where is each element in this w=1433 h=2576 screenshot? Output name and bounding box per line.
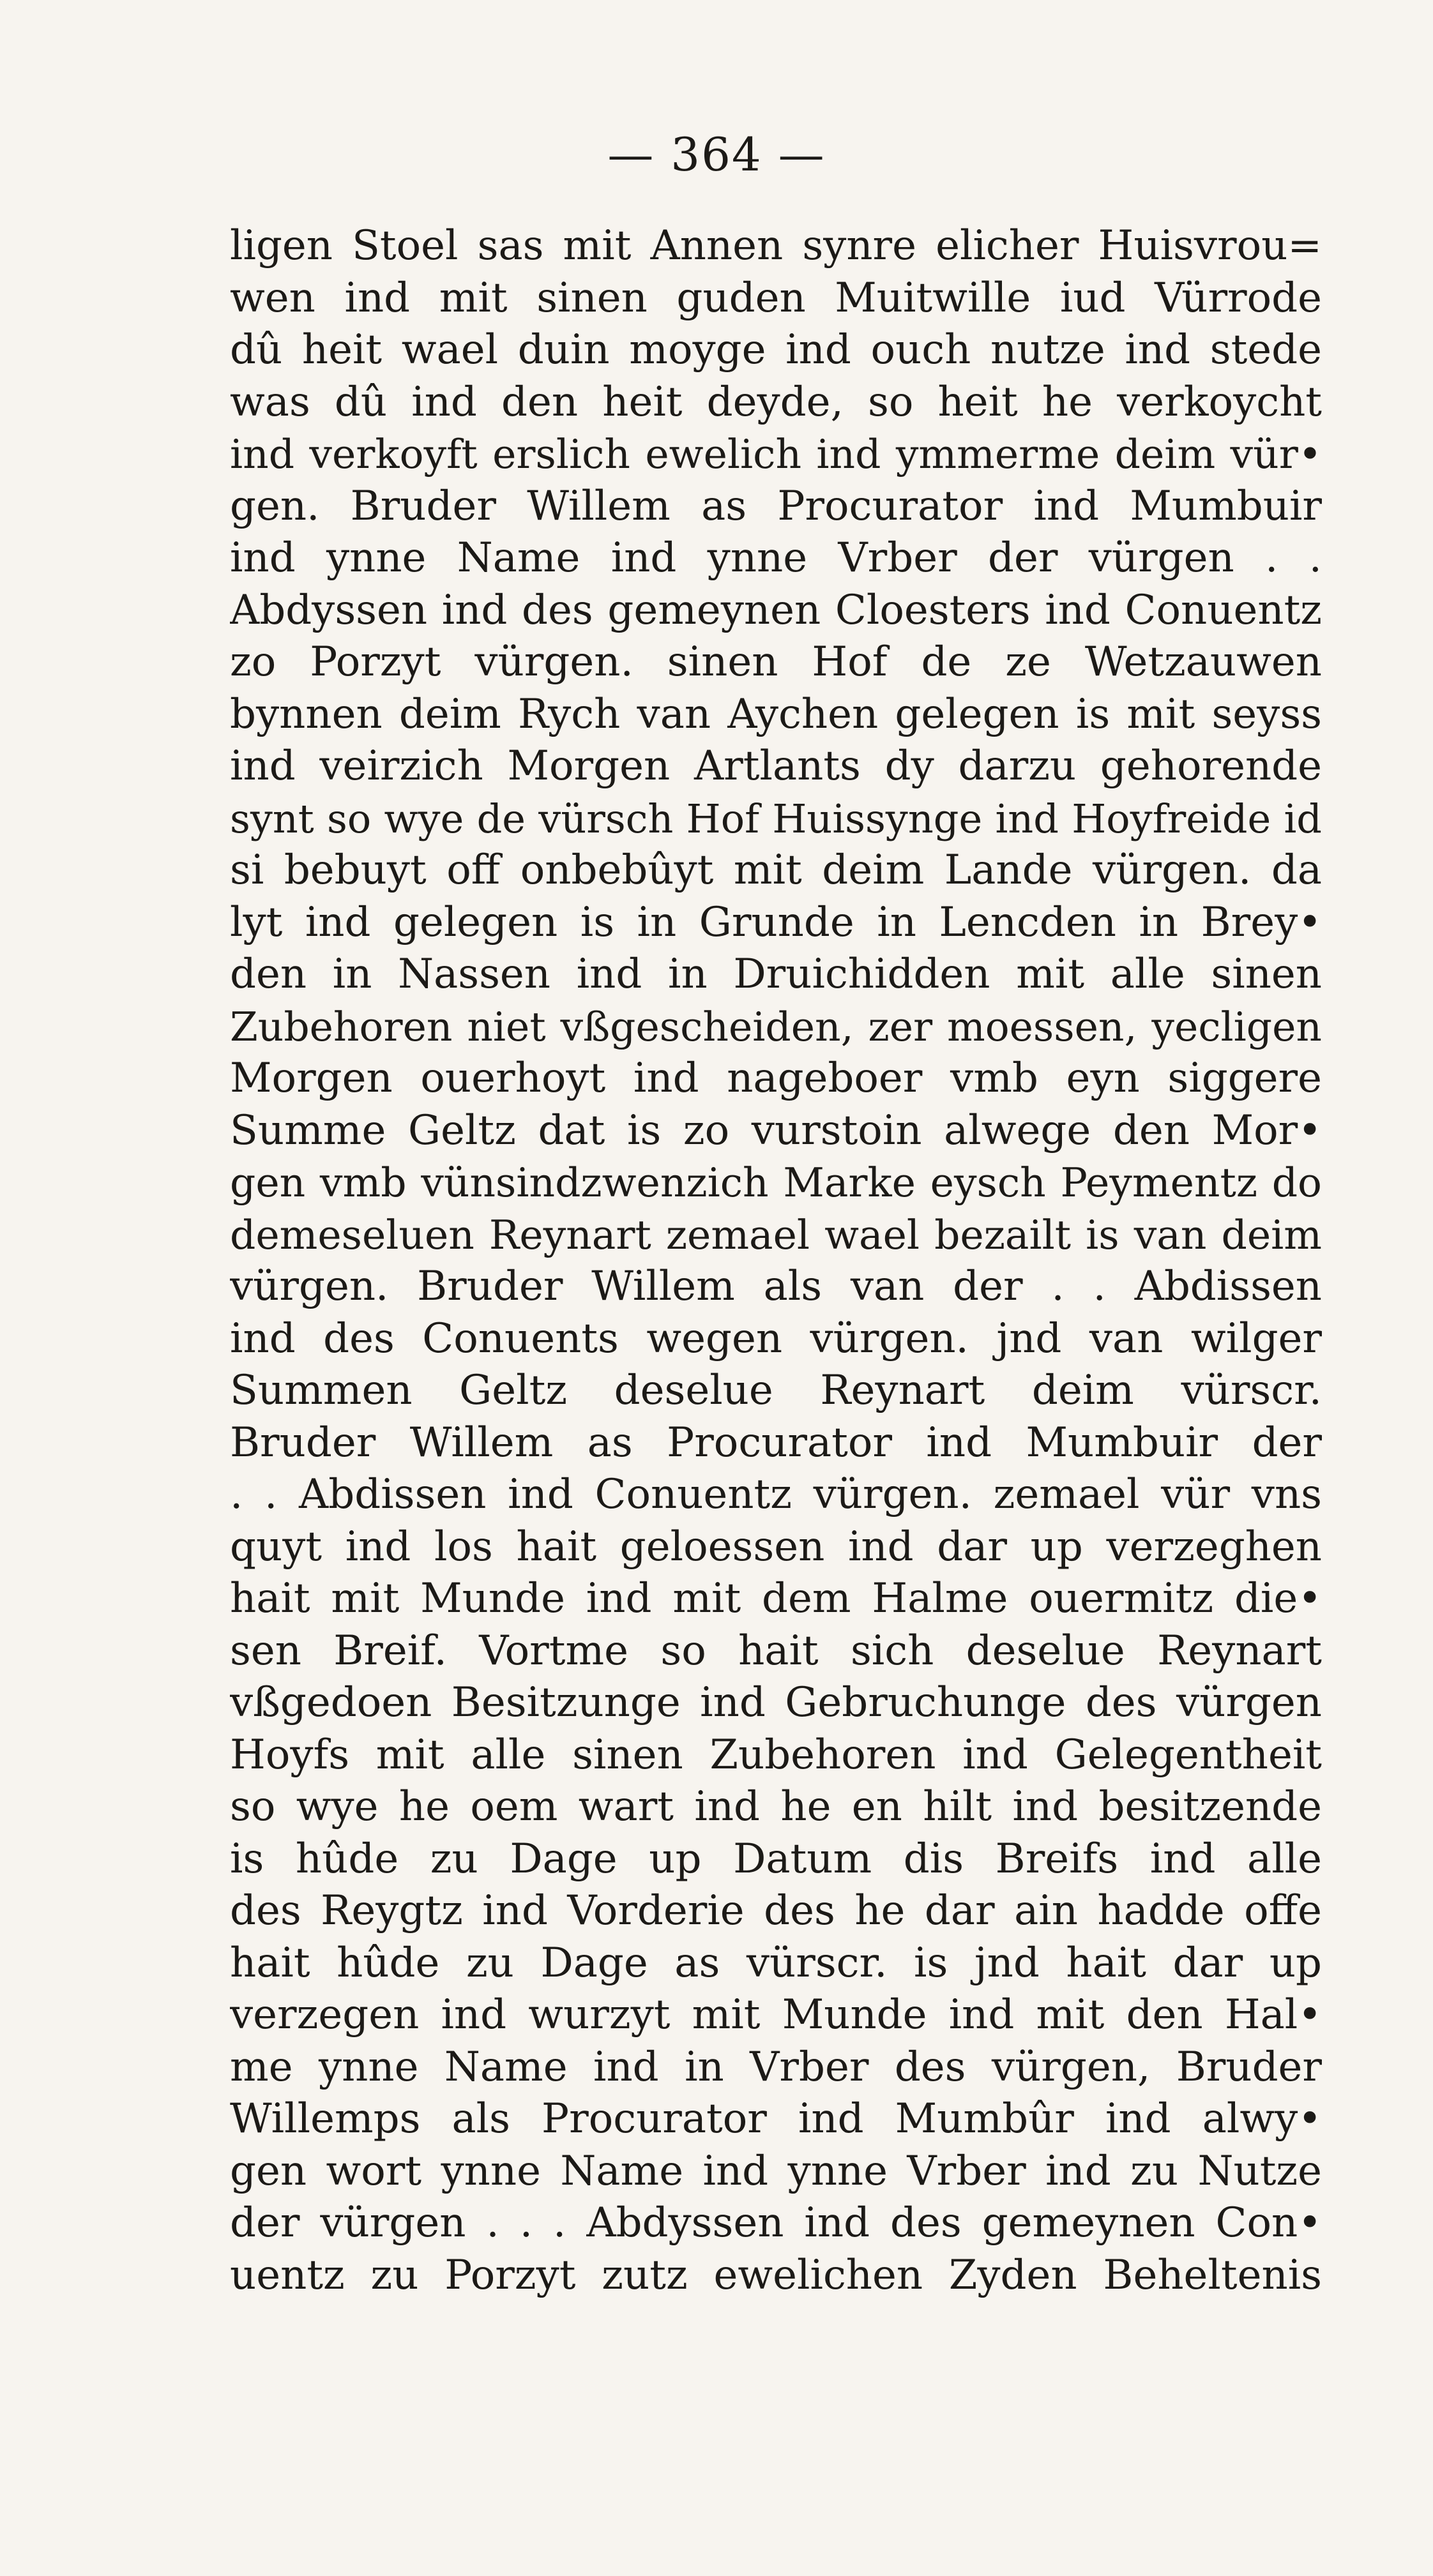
text-line: den in Nassen ind in Druichidden mit alle sinen bbox=[230, 951, 1322, 998]
text-line: ind ynne Name ind ynne Vrber der vürgen . . bbox=[230, 534, 1322, 582]
text-line: Zubehoren niet vßgescheiden, zer moessen, yecligen bbox=[230, 1003, 1322, 1050]
text-line: wen ind mit sinen guden Muitwille iud Vürrode bbox=[230, 274, 1322, 322]
text-line: Willemps als Procurator ind Mumbûr ind alwy• bbox=[230, 2095, 1322, 2143]
text-line: Summe Geltz dat is zo vurstoin alwege den Mor• bbox=[230, 1106, 1322, 1154]
text-line: . . Abdissen ind Conuentz vürgen. zemael vür vns bbox=[230, 1471, 1322, 1518]
text-line: bynnen deim Rych van Aychen gelegen is mit seyss bbox=[230, 690, 1322, 738]
text-line: Bruder Willem as Procurator ind Mumbuir der bbox=[230, 1419, 1322, 1466]
text-line: vürgen. Bruder Willem als van der . . Abdissen bbox=[230, 1263, 1322, 1310]
text-line: Hoyfs mit alle sinen Zubehoren ind Gelegentheit bbox=[230, 1731, 1322, 1779]
text-line: dû heit wael duin moyge ind ouch nutze ind stede bbox=[230, 326, 1322, 373]
text-line: gen wort ynne Name ind ynne Vrber ind zu Nutze bbox=[230, 2147, 1322, 2195]
text-line: hait mit Munde ind mit dem Halme ouermitz die• bbox=[230, 1575, 1322, 1622]
text-line: was dû ind den heit deyde, so heit he verkoycht bbox=[230, 378, 1322, 426]
text-line: ind des Conuents wegen vürgen. jnd van wilger bbox=[230, 1314, 1322, 1362]
text-line: quyt ind los hait geloessen ind dar up verzeghen bbox=[230, 1523, 1322, 1570]
text-line: Morgen ouerhoyt ind nageboer vmb eyn siggere bbox=[230, 1055, 1322, 1102]
text-line: vßgedoen Besitzunge ind Gebruchunge des vürgen bbox=[230, 1679, 1322, 1726]
text-line: ind verkoyft erslich ewelich ind ymmerme deim vür• bbox=[230, 431, 1322, 478]
text-line: sen Breif. Vortme so hait sich deselue Reynart bbox=[230, 1627, 1322, 1675]
body-text bbox=[230, 220, 1322, 2301]
text-line: demeseluen Reynart zemael wael bezailt is van deim bbox=[230, 1211, 1322, 1258]
text-line: me ynne Name ind in Vrber des vürgen, Bruder bbox=[230, 2043, 1322, 2091]
text-line: gen. Bruder Willem as Procurator ind Mumbuir bbox=[230, 482, 1322, 530]
text-line: Summen Geltz deselue Reynart deim vürscr. bbox=[230, 1367, 1322, 1414]
text-line: Abdyssen ind des gemeynen Cloesters ind Conuentz bbox=[230, 586, 1322, 634]
text-line: zo Porzyt vürgen. sinen Hof de ze Wetzauwen bbox=[230, 638, 1322, 686]
text-line: lyt ind gelegen is in Grunde in Lencden in Brey• bbox=[230, 898, 1322, 946]
text-line: si bebuyt off onbebûyt mit deim Lande vürgen. da bbox=[230, 847, 1322, 894]
text-line: so wye he oem wart ind he en hilt ind besitzende bbox=[230, 1783, 1322, 1830]
text-line: der vürgen . . . Abdyssen ind des gemeynen Con• bbox=[230, 2199, 1322, 2247]
text-line: ligen Stoel sas mit Annen synre elicher Huisvrou= bbox=[230, 222, 1322, 269]
page-number: — 364 — bbox=[607, 128, 826, 181]
text-line: verzegen ind wurzyt mit Munde ind mit den Hal• bbox=[230, 1991, 1322, 2038]
text-line: is hûde zu Dage up Datum dis Breifs ind alle bbox=[230, 1835, 1322, 1883]
text-line: gen vmb vünsindzwenzich Marke eysch Peymentz do bbox=[230, 1159, 1322, 1206]
text-line: hait hûde zu Dage as vürscr. is jnd hait dar up bbox=[230, 1939, 1322, 1987]
text-line: des Reygtz ind Vorderie des he dar ain hadde offe bbox=[230, 1887, 1322, 1934]
text-line: uentz zu Porzyt zutz ewelichen Zyden Beheltenis bbox=[230, 2251, 1322, 2299]
text-line: ind veirzich Morgen Artlants dy darzu gehorende bbox=[230, 742, 1322, 790]
text-line: synt so wye de vürsch Hof Huissynge ind Hoyfreide id bbox=[230, 795, 1322, 842]
